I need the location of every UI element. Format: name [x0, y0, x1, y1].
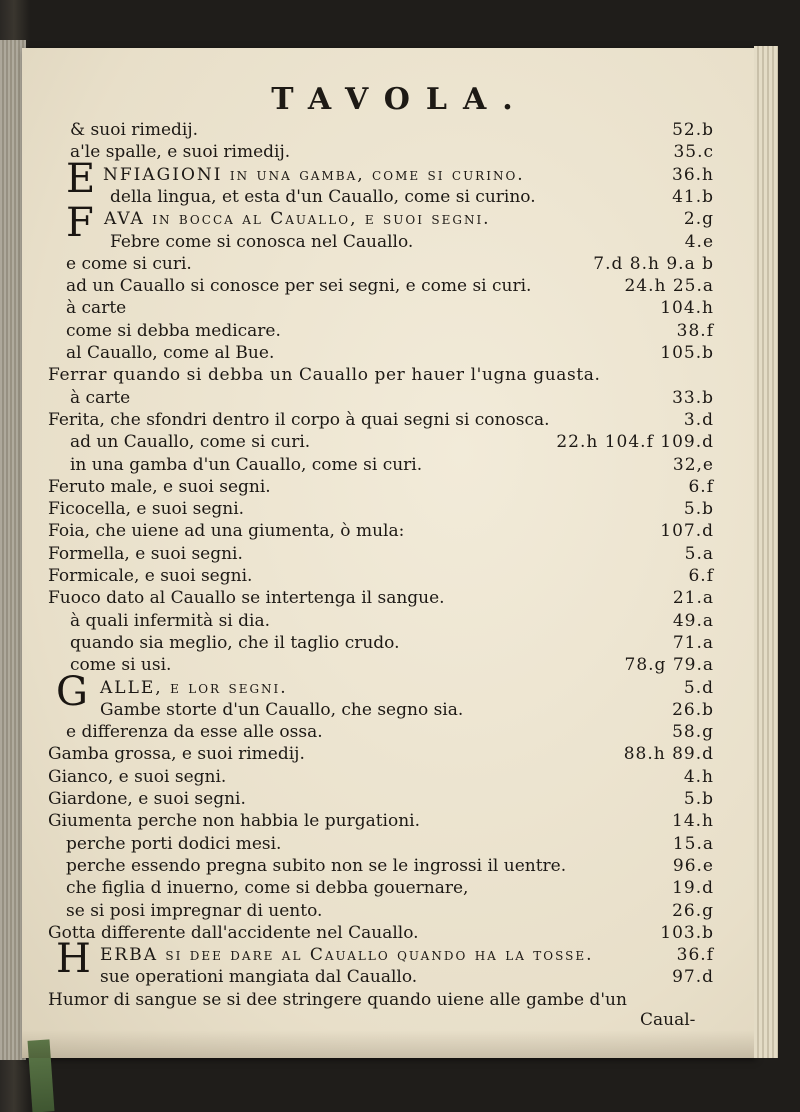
index-entry: in una gamba d'un Cauallo, come si curi. 32,e — [70, 455, 714, 475]
index-entry: ALLE, e lor segni. 5.d — [100, 678, 714, 698]
index-entry: ad un Cauallo si conosce per sei segni, e come si curi. 24.h 25.a — [66, 276, 714, 296]
index-entry: Gamba grossa, e suoi rimedij. 88.h 89.d — [48, 744, 714, 764]
index-entry: Formicale, e suoi segni. 6.f — [48, 566, 714, 586]
index-entry: Ferrar quando si debba un Cauallo per hauer l'ugna guasta. — [48, 365, 601, 385]
index-entry: come si usi. 78.g 79.a — [70, 655, 714, 675]
drop-cap-h: H — [56, 936, 91, 982]
drop-cap-e: E — [66, 156, 96, 202]
index-entry: Gianco, e suoi segni. 4.h — [48, 767, 714, 787]
index-entry: NFIAGIONI in una gamba, come si curino. 36.h — [103, 165, 714, 185]
index-entry: AVA in bocca al Cauallo, e suoi segni. 2.g — [104, 209, 714, 229]
index-entry: e differenza da esse alle ossa. 58.g — [66, 722, 714, 742]
index-entry: Formella, e suoi segni. 5.a — [48, 544, 714, 564]
index-entry: a'le spalle, e suoi rimedij. 35.c — [70, 142, 714, 162]
index-entry: perche essendo pregna subito non se le ingrossi il uentre. 96.e — [66, 856, 714, 876]
index-entry: Foia, che uiene ad una giumenta, ò mula: 107.d — [48, 521, 714, 541]
index-entry: Giardone, e suoi segni. 5.b — [48, 789, 714, 809]
index-entry: perche porti dodici mesi. 15.a — [66, 834, 714, 854]
drop-cap-f: F — [66, 200, 94, 246]
page-title: TAVOLA. — [271, 82, 529, 117]
index-entry: à carte 104.h — [66, 298, 714, 318]
index-entry: Giumenta perche non habbia le purgationi. 14.h — [48, 811, 714, 831]
index-entry: se si posi impregnar di uento. 26.g — [66, 901, 714, 921]
index-entry: della lingua, et esta d'un Cauallo, come si curino. 41.b — [110, 187, 714, 207]
index-entry: Fuoco dato al Cauallo se intertenga il sangue. 21.a — [48, 588, 714, 608]
index-entry: Feruto male, e suoi segni. 6.f — [48, 477, 714, 497]
index-entry: quando sia meglio, che il taglio crudo. 71.a — [70, 633, 714, 653]
index-entry: Ferita, che sfondri dentro il corpo à quai segni si conosca. 3.d — [48, 410, 714, 430]
index-entry: Gotta differente dall'accidente nel Cauallo. 103.b — [48, 923, 714, 943]
index-entry: sue operationi mangiata dal Cauallo. 97.d — [100, 967, 714, 987]
index-entry: Gambe storte d'un Cauallo, che segno sia. 26.b — [100, 700, 714, 720]
index-entry: ERBA si dee dare al Cauallo quando ha la tosse. 36.f — [100, 945, 714, 965]
index-entry: Febre come si conosca nel Cauallo. 4.e — [110, 232, 714, 252]
drop-cap-g: G — [56, 669, 88, 715]
catchword: Caual- — [640, 1010, 696, 1030]
index-entry: à carte 33.b — [70, 388, 714, 408]
index-entry: ad un Cauallo, come si curi. 22.h 104.f 109.d — [70, 432, 714, 452]
index-entry: come si debba medicare. 38.f — [66, 321, 714, 341]
index-entry: à quali infermità si dia. 49.a — [70, 611, 714, 631]
index-entry: Humor di sangue se si dee stringere quando uiene alle gambe d'un — [48, 990, 627, 1010]
index-entry: al Cauallo, come al Bue. 105.b — [66, 343, 714, 363]
page-shadow — [22, 1030, 754, 1058]
index-entry: che figlia d inuerno, come si debba gouernare, 19.d — [66, 878, 714, 898]
index-entry: & suoi rimedij. 52.b — [70, 120, 714, 140]
index-entry: e come si curi. 7.d 8.h 9.a b — [66, 254, 714, 274]
index-entry: Ficocella, e suoi segni. 5.b — [48, 499, 714, 519]
